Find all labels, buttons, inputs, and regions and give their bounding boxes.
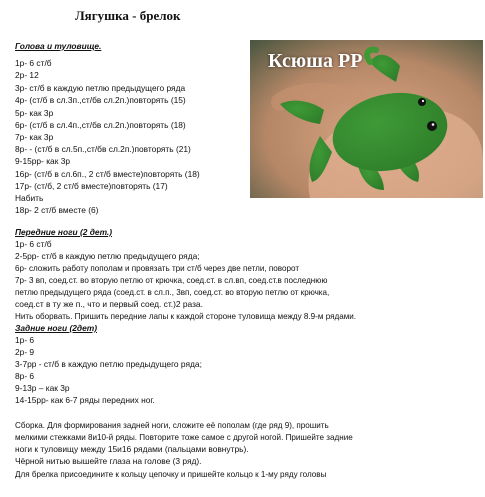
- text-line: 8р- - (ст/б в сл.5п.,ст/бв сл.2п.)повторять (21): [15, 144, 191, 154]
- text-line: 1р- 6: [15, 335, 35, 345]
- text-line: 3р- ст/б в каждую петлю предыдущего ряда: [15, 83, 186, 93]
- text-line: Набить: [15, 193, 44, 203]
- text-line: 2р- 9: [15, 347, 35, 357]
- section-heading-body: Голова и туловище.: [15, 41, 102, 51]
- text-line: 8р- 6: [15, 371, 35, 381]
- text-line: Нить оборвать. Пришить передние лапы к каждой стороне туловища между 8.9-м рядами.: [15, 312, 357, 321]
- text-line: Сборка. Для формирования задней ноги, сложите её пополам (где ряд 9), прошить: [15, 421, 329, 430]
- text-line: 1р- 6 ст/б: [15, 239, 52, 249]
- text-line: 6р- сложить работу пополам и провязать три ст/б через две петли, поворот: [15, 264, 300, 273]
- text-line: петлю предыдущего ряда (соед.ст. в сл.п., 3вп, соед.ст. во вторую петлю от крючка,: [15, 288, 330, 297]
- frog-photo: [250, 40, 483, 198]
- text-line: 9-15рр- как 3р: [15, 156, 71, 166]
- section-heading-front-legs: Передние ноги (2 дет.): [15, 227, 113, 237]
- text-line: 3-7рр - ст/б в каждую петлю предыдущего ряда;: [15, 359, 202, 369]
- text-line: 7р- 3 вп, соед.ст. во вторую петлю от крючка, соед.ст. в сл.вп, соед.ст.в последнюю: [15, 276, 328, 285]
- text-line: 4р- (ст/б в сл.3п.,ст/бв сл.2п.)повторять (15): [15, 95, 186, 105]
- text-line: Для брелка присоедините к кольцу цепочку и пришейте кольцо к 1-му ряду головы: [15, 470, 327, 479]
- text-line: 1р- 6 ст/б: [15, 58, 52, 68]
- text-line: 2-5рр- ст/б в каждую петлю предыдущего ряда;: [15, 251, 200, 261]
- text-line: 6р- (ст/б в сл.4п.,ст/бв сл.2п.)повторять (18): [15, 120, 186, 130]
- text-line: 2р- 12: [15, 70, 39, 80]
- text-line: 14-15рр- как 6-7 ряды передних ног.: [15, 395, 155, 405]
- section-heading-back-legs: Задние ноги (2дет): [15, 323, 97, 333]
- text-line: 16р- (ст/б в сл.6п., 2 ст/б вместе)повторять (18): [15, 169, 200, 179]
- text-line: 17р- (ст/б, 2 ст/б вместе)повторять (17): [15, 181, 168, 191]
- text-line: мелкими стежками 8и10-й ряды. Повторите тоже самое с другой ногой. Пришейте задние: [15, 433, 353, 442]
- text-line: 7р- как 3р: [15, 132, 54, 142]
- text-line: ноги к туловищу между 15и16 рядами (пальцами вовнутрь).: [15, 444, 249, 454]
- photo-watermark: Ксюша PP: [268, 50, 363, 72]
- text-line: 9-13р – как 3р: [15, 383, 70, 393]
- text-line: Чёрной нитью вышейте глаза на голове (3 ряд).: [15, 456, 202, 466]
- text-line: 5р- как 3р: [15, 108, 54, 118]
- page-title: Лягушка - брелок: [75, 8, 181, 23]
- text-line: соед.ст в ту же п., что и первый соед. ст.)2 раза.: [15, 299, 203, 309]
- text-line: 18р- 2 ст/б вместе (6): [15, 205, 99, 215]
